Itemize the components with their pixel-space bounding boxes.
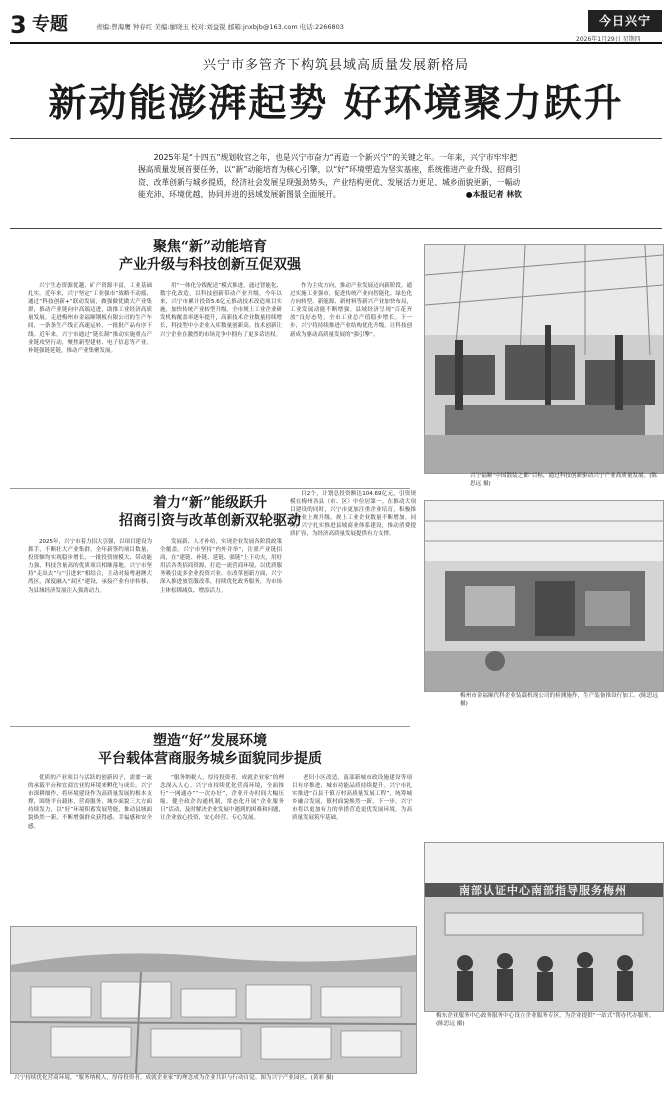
- divider: [10, 726, 410, 727]
- kicker-headline: 兴宁市多管齐下构筑县域高质量发展新格局: [202, 58, 469, 73]
- section-subtitle: 产业升级与科技创新互促双强: [119, 257, 301, 273]
- issue-date: 2026年1月29日 星期四: [576, 36, 641, 43]
- service-center-photo: [424, 842, 664, 1012]
- section-heading-1: [10, 238, 410, 274]
- section-title: 着力“新”能级跃升: [152, 495, 268, 511]
- article-column: 2025年，兴宁市着力招大引强，以项目建设为抓手，不断壮大产业集群。全年新签约项目数量、投资额均实现稳步增长，一批投资规模大、带动能力强、科技含量高的优质项目相继落地。兴宁市坚持“走出去”与“引进来”相结合，主动对接粤港澳大湾区，深度融入“双区”建设，承接产业有序转移，为县域经济发展注入强劲动力。: [28, 539, 152, 594]
- newspaper-logo: 今日兴宁: [588, 10, 662, 32]
- article-column: 优质的产业项目与活跃的创新因子，需要一流的承载平台和宜商宜业的环境来孵化与成长。兴宁市深耕细作，将环境建设作为高质量发展的根本支撑，围绕平台载体、营商服务、城乡面貌三大方面持续发力，以“好”环境积蓄发展势能，推动县域面貌焕然一新，不断增强群众获得感、幸福感和安全感。: [28, 775, 152, 830]
- lead-text: 2025年是“十四五”规划收官之年，也是兴宁市奋力“再造一个新兴宁”的关键之年。一年来，兴宁市牢牢把握高质量发展首要任务，以“新”动能培育为核心引擎，以“好”环境塑造为坚实基座，系统推进产业升级、招商引资、改革创新与城乡提质，经济社会发展呈现强劲势头，产业结构更优、发展活力更足、城乡面貌更新，一幅动能充沛、环境优越、协同并进的县域发展新图景全面展开。: [138, 153, 521, 200]
- photo-caption: 兴宁福顺“中国散装之都”目标，通过科技创新驱动兴宁产业高质量发展。(陈思远 摄): [470, 473, 657, 487]
- service-center-sign: 南部认证中心南部指导服务梅州: [459, 884, 627, 897]
- article-column: 作为主攻方向，推动产业发展迈向新阶段。通过实施工业强市，促进传统产业向智能化、绿色化方向转型。新能源、新材料等新兴产业加快布局，工业发展动能不断增强。县域经济呈现“百花齐放”良好态势，全市工业总产值稳步增长。下一步，兴宁将持续推进产业结构优化升级，让科技创新成为驱动高质量发展的“强引擎”。: [290, 283, 412, 338]
- photo-caption: 兴宁持续优化营商环境，“服务纳税人，厚待投资者，成就企业家”的理念成为企业共识与行动自觉。图为兴宁产业园区。(黄彩 摄): [14, 1075, 334, 1081]
- section-title: 聚焦“新”动能培育: [152, 239, 268, 255]
- photo-caption: 梅东企业服务中心政务服务中心设立企业服务专区，为企业提供“一站式”帮办代办服务。(陈思远 摄): [436, 1013, 655, 1027]
- page-number: 3: [10, 11, 27, 39]
- section-name: 专题: [32, 14, 68, 35]
- photo-caption: 梅州市金福顺代科企业装载机现公司的检测施作，生产装备推设行加工。(陈思远 摄): [460, 693, 658, 707]
- article-column: “服务纳税人，厚待投资者，成就企业家”的理念深入人心。兴宁市持续优化营商环境，全面推行“一网通办”“一次办好”，企业开办时间大幅压缩。健全政企沟通机制，常态化开展“企业服务日”活动，及时解决企业发展中遇到的困难和问题，让企业放心投资、安心经营、专心发展。: [160, 775, 284, 822]
- factory-photo: [424, 244, 664, 474]
- section-title: 塑造“好”发展环境: [152, 733, 268, 749]
- page-header: [10, 8, 662, 44]
- section-heading-3: [10, 732, 410, 768]
- article-column: 目2个，计划总投资额达104.69亿元，引资规模在梅州各县（市、区）中位居第一。在推动大项目建设的同时，兴宁市更加注重企业培育，积极推动企业上规升级，规上工业企业数量不断增加。同时，兴宁扎实推进县域商业体系建设，推动消费提质扩容，为经济高质量发展提供有力支撑。: [290, 491, 416, 538]
- section-subtitle: 平台载体营商服务城乡面貌同步提质: [98, 751, 322, 767]
- section-subtitle: 招商引资与改革创新双轮驱动: [119, 513, 301, 529]
- divider: [10, 138, 662, 139]
- article-column: 兴宁生态资源优越，矿产资源丰富，工业基础扎实。近年来，兴宁坚定“工业强市”战略不动摇，通过“科技创新+”联动发展，做强做优做大产业集群，推动产业链向中高端迈进，助推工业经济高质量发展。走进梅州市金福顺钢板有限公司的生产车间，一条条生产线正高速运转，一批批产品有序下线。近年来，兴宁市通过“链长制”推动实施重点产业链攻坚行动，聚焦新型建材、电子信息等产业，补链强链延链，推动产业集聚发展。: [28, 283, 152, 354]
- lead-paragraph: [138, 152, 522, 202]
- divider: [10, 228, 662, 229]
- article-column: 发展新、人才补给，实现企业发展各阶段政策全覆盖。兴宁市坚持“内外并举”，注重产业链招商，在“建链、补链、延链、强链”上下功夫，用好用活各类招商资源，打造一流营商环境，以优质服务吸引更多企业投资兴业。在改革创新方面，兴宁深入推进放管服改革，持续优化政务服务，为市场主体松绑减负、增添活力。: [160, 539, 282, 594]
- workshop-photo: [424, 500, 664, 692]
- aerial-industrial-park-photo: [10, 926, 417, 1074]
- main-headline: 新动能澎湃起势 好环境聚力跃升: [48, 80, 624, 125]
- article-column: 老旧小区改造、南部新城市政设施建设等项目有序推进，城市功能品质持续提升。兴宁市扎实推进“百县千镇万村高质量发展工程”，统筹城乡融合发展，镇村面貌焕然一新。下一步，兴宁市将以更加有力的举措营造更优发展环境，为高质量发展筑牢基础。: [292, 775, 412, 822]
- article-column: 用“一体化分拨配送”模式推进，通过智能化、数字化改造，以科技创新带动产业升级。今年以来，兴宁市累计投资5.6亿元推动技术改造项目实施，加快传统产业转型升级。全市规上工业企业研发机构覆盖率逐年提升，高新技术企业数量持续增长，科技型中小企业入库数量创新高。技术创新让兴宁企业在激烈的市场竞争中拥有了更多话语权。: [160, 283, 282, 338]
- editor-credits: 责编:曾海鹰 钟春红 美编:廖晓玉 校对:刘益锐 邮箱:jnxbjb@163.com 电话:2266803: [96, 23, 344, 31]
- byline: ●本报记者 林钦: [465, 190, 522, 200]
- divider: [10, 488, 410, 489]
